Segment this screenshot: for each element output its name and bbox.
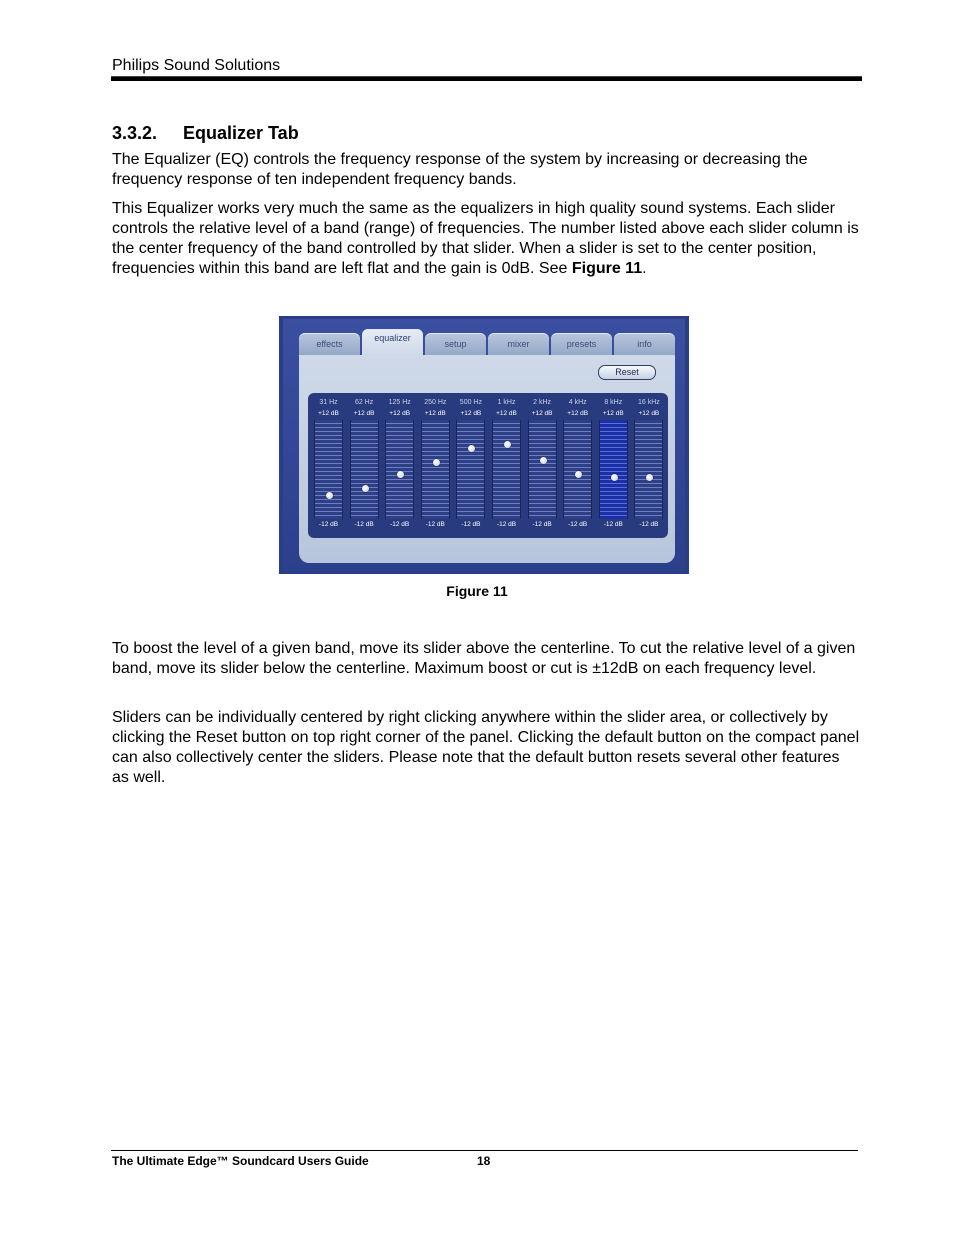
eq-band xyxy=(385,399,414,532)
band-max-label: +12 dB xyxy=(389,410,411,417)
slider-track[interactable] xyxy=(385,420,414,519)
band-frequency-label: 500 Hz xyxy=(459,399,482,406)
section-heading xyxy=(112,123,299,144)
band-min-label: -12 dB xyxy=(425,521,445,528)
band-frequency-label: 1 kHz xyxy=(497,399,516,406)
tab-effects[interactable]: effects xyxy=(299,333,360,355)
paragraph-description-text: This Equalizer works very much the same as the equalizers in high quality sound systems. Each slider controls the relative level of a band (range) of frequencies. The number listed above each slider column is the center frequency of the band controlled by that slider. When a slider is set to the center position, frequencies within this band are left flat and the gain is 0dB. See xyxy=(112,200,859,277)
slider-track[interactable] xyxy=(314,420,343,519)
equalizer-screenshot xyxy=(279,316,689,574)
band-frequency-label: 62 Hz xyxy=(354,399,374,406)
section-number: 3.3.2. xyxy=(112,123,158,143)
band-max-label: +12 dB xyxy=(424,410,446,417)
equalizer-panel xyxy=(299,355,675,563)
band-max-label: +12 dB xyxy=(496,410,517,417)
band-min-label: -12 dB xyxy=(461,521,481,528)
paragraph-description xyxy=(112,199,860,279)
slider-track[interactable] xyxy=(350,420,379,519)
paragraph-boost-cut: To boost the level of a given band, move its slider above the centerline. To cut the relative level of a given band, move its slider below the centerline. Maximum boost or cut is ±12dB on each frequency level. xyxy=(112,640,856,677)
tab-mixer[interactable]: mixer xyxy=(488,333,549,355)
slider-knob[interactable] xyxy=(326,492,333,499)
paragraph-description-end: . xyxy=(642,260,647,277)
paragraph-intro: The Equalizer (EQ) controls the frequency response of the system by increasing or decreasing the frequency response of ten independent frequency bands. xyxy=(112,151,808,188)
eq-band xyxy=(528,399,557,532)
equalizer-window xyxy=(283,319,685,571)
eq-band xyxy=(421,399,450,532)
band-frequency-label: 31 Hz xyxy=(319,399,338,406)
band-max-label: +12 dB xyxy=(567,410,589,417)
slider-knob[interactable] xyxy=(540,457,547,464)
band-min-label: -12 dB xyxy=(639,521,659,528)
band-frequency-label: 8 kHz xyxy=(604,399,623,406)
slider-track[interactable] xyxy=(634,420,663,519)
band-max-label: +12 dB xyxy=(602,410,624,417)
tab-setup[interactable]: setup xyxy=(425,333,486,355)
slider-knob[interactable] xyxy=(468,445,475,452)
band-min-label: -12 dB xyxy=(318,521,339,528)
running-header: Philips Sound Solutions xyxy=(112,57,281,74)
tab-bar xyxy=(299,329,675,355)
reset-button[interactable]: Reset xyxy=(598,365,656,380)
band-min-label: -12 dB xyxy=(603,521,623,528)
tab-presets[interactable]: presets xyxy=(551,333,612,355)
slider-track[interactable] xyxy=(599,420,628,519)
eq-band xyxy=(456,399,485,532)
band-max-label: +12 dB xyxy=(353,410,375,417)
slider-track[interactable] xyxy=(456,420,485,519)
eq-band xyxy=(634,399,663,532)
slider-track[interactable] xyxy=(421,420,450,519)
band-min-label: -12 dB xyxy=(354,521,374,528)
band-frequency-label: 2 kHz xyxy=(533,399,552,406)
section-title: Equalizer Tab xyxy=(183,123,299,143)
band-frequency-label: 16 kHz xyxy=(637,399,660,406)
eq-band xyxy=(599,399,628,532)
band-max-label: +12 dB xyxy=(318,410,339,417)
band-min-label: -12 dB xyxy=(390,521,410,528)
eq-band xyxy=(492,399,521,532)
slider-knob[interactable] xyxy=(433,459,440,466)
slider-knob[interactable] xyxy=(611,474,618,481)
band-max-label: +12 dB xyxy=(531,410,553,417)
tab-info[interactable]: info xyxy=(614,333,675,355)
band-min-label: -12 dB xyxy=(568,521,588,528)
slider-area[interactable] xyxy=(308,393,668,538)
band-frequency-label: 4 kHz xyxy=(568,399,587,406)
tab-equalizer[interactable]: equalizer xyxy=(362,329,423,355)
footer-rule xyxy=(111,1150,858,1151)
slider-knob[interactable] xyxy=(504,441,511,448)
page-number: 18 xyxy=(477,1154,491,1168)
slider-knob[interactable] xyxy=(362,485,369,492)
slider-knob[interactable] xyxy=(646,474,653,481)
band-max-label: +12 dB xyxy=(460,410,482,417)
paragraph-reset: Sliders can be individually centered by right clicking anywhere within the slider area, or collectively by clicking the Reset button on top right corner of the panel. Clicking the default button on the compact panel can also collectively center the sliders. Please note that the default button resets several other features as well. xyxy=(112,709,860,786)
slider-track[interactable] xyxy=(492,420,521,519)
band-frequency-label: 125 Hz xyxy=(388,399,411,406)
slider-knob[interactable] xyxy=(397,471,404,478)
eq-band xyxy=(314,399,343,532)
band-min-label: -12 dB xyxy=(532,521,552,528)
band-min-label: -12 dB xyxy=(496,521,517,528)
header-rule xyxy=(111,77,862,81)
band-frequency-label: 250 Hz xyxy=(424,399,447,406)
eq-band xyxy=(350,399,379,532)
slider-track[interactable] xyxy=(528,420,557,519)
slider-knob[interactable] xyxy=(575,471,582,478)
footer-title: The Ultimate Edge™ Soundcard Users Guide xyxy=(112,1154,369,1168)
band-max-label: +12 dB xyxy=(638,410,660,417)
figure-reference: Figure 11 xyxy=(571,260,643,277)
slider-track[interactable] xyxy=(563,420,592,519)
figure-caption: Figure 11 xyxy=(446,583,508,599)
eq-band xyxy=(563,399,592,532)
